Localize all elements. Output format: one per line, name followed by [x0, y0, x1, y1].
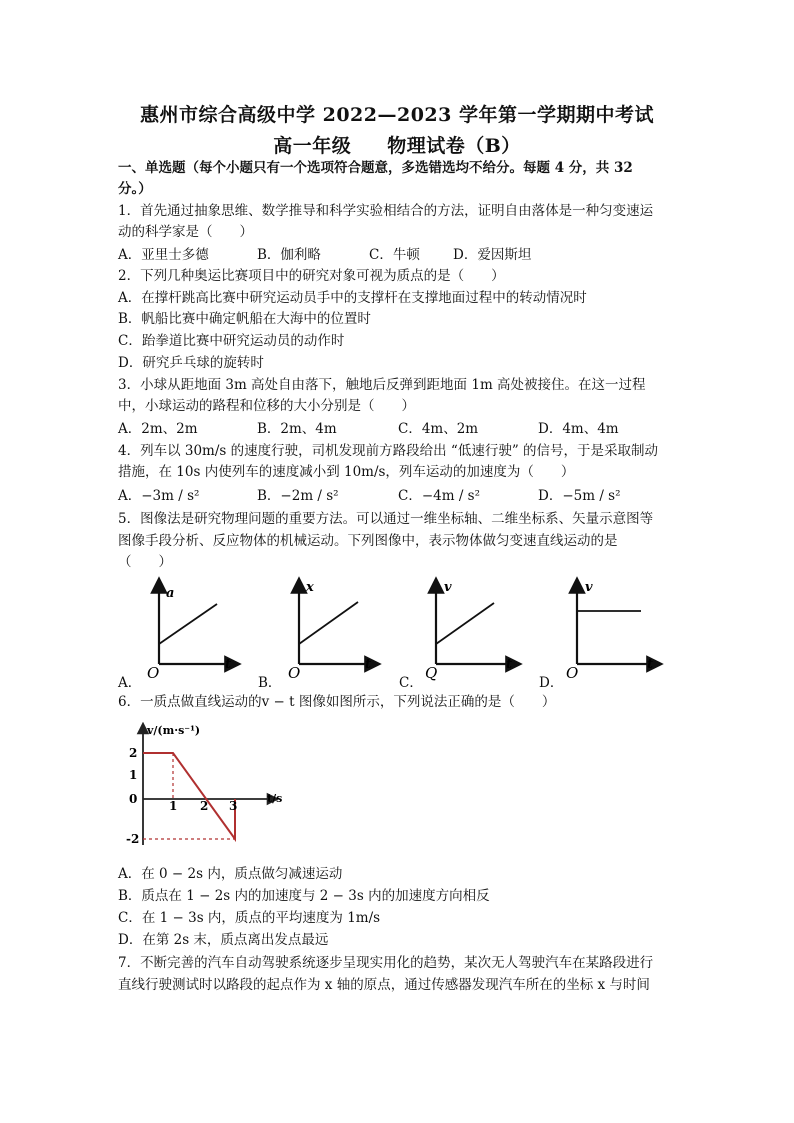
q6-xtick-1: 1 — [169, 799, 178, 813]
graph-a-ylabel: a — [166, 586, 175, 601]
graph-d-xlabel: t — [647, 657, 654, 672]
q6-vt-graph — [125, 722, 295, 852]
q6-ytick-0: 0 — [129, 792, 138, 806]
q2-option-d: D．研究乒乓球的旋转时 — [118, 355, 264, 371]
q7-stem-line2: 直线行驶测试时以路段的起点作为 x 轴的原点，通过传感器发现汽车所在的坐标 x 与时间 — [118, 977, 650, 993]
q3-option-a: A．2m、2m — [118, 421, 198, 437]
graph-c-letter: C． — [399, 675, 423, 691]
q4-option-c: C．−4m / s² — [398, 488, 481, 504]
q2-stem: 2．下列几种奥运比赛项目中的研究对象可视为质点的是（ ） — [118, 268, 505, 284]
q2-option-b: B．帆船比赛中确定帆船在大海中的位置时 — [118, 311, 371, 327]
graph-c-origin: Q — [425, 664, 438, 682]
graph-d-ylabel: v — [585, 580, 593, 595]
graph-b-letter: B． — [258, 675, 282, 691]
q1-option-d: D．爱因斯坦 — [453, 247, 532, 263]
q7-stem-line1: 7．不断完善的汽车自动驾驶系统逐步呈现实用化的趋势，某次无人驾驶汽车在某路段进行 — [118, 955, 654, 971]
subtitle-paper: 物理试卷（B） — [387, 135, 521, 157]
graph-b-line — [299, 602, 358, 644]
graph-a-xlabel: t — [225, 657, 232, 672]
q4-option-a: A．−3m / s² — [118, 488, 200, 504]
exam-title: 惠州市综合高级中学 2022—2023 学年第一学期期中考试 — [140, 104, 654, 126]
q6-option-b: B．质点在 1 − 2s 内的加速度与 2 − 3s 内的加速度方向相反 — [118, 888, 490, 904]
q6-xtick-3: 3 — [229, 799, 238, 813]
q1-stem-line1: 1．首先通过抽象思维、数学推导和科学实验相结合的方法，证明自由落体是一种匀变速运 — [118, 203, 654, 219]
q6-xlabel: t/s — [267, 792, 283, 805]
q3-stem-line1: 3．小球从距地面 3m 高处自由落下，触地后反弹到距地面 1m 高处被接住。在这一过程 — [118, 377, 646, 393]
q5-stem-line3: （ ） — [118, 554, 172, 570]
q1-option-c: C．牛顿 — [369, 247, 420, 263]
q2-option-c: C．跆拳道比赛中研究运动员的动作时 — [118, 333, 345, 349]
q6-ytick-m2: -2 — [126, 832, 140, 846]
q4-option-d: D．−5m / s² — [538, 488, 621, 504]
graph-a-line — [159, 604, 217, 644]
q3-option-d: D．4m、4m — [538, 421, 619, 437]
graph-d — [566, 580, 655, 682]
graph-a-origin: O — [147, 664, 160, 682]
q4-option-b: B．−2m / s² — [257, 488, 339, 504]
q5-stem-line2: 图像手段分析、反应物体的机械运动。下列图像中，表示物体做匀变速直线运动的是 — [118, 533, 618, 549]
graph-b-xlabel: t — [365, 657, 372, 672]
q1-option-a: A．亚里士多德 — [118, 247, 209, 263]
graph-c — [425, 580, 514, 682]
q6-stem: 6．一质点做直线运动的v − t 图像如图所示，下列说法正确的是（ ） — [118, 694, 556, 710]
graph-d-origin: O — [566, 664, 579, 682]
q2-option-a: A．在撑杆跳高比赛中研究运动员手中的支撑杆在支撑地面过程中的转动情况时 — [118, 290, 587, 306]
graph-c-ylabel: v — [444, 580, 452, 595]
graph-b — [288, 580, 373, 682]
section-heading-line1: 一、单选题（每个小题只有一个选项符合题意，多选错选均不给分。每题 4 分，共 32 — [118, 160, 633, 176]
q6-xtick-2: 2 — [200, 799, 209, 813]
q6-vt-line — [143, 753, 238, 839]
graph-b-origin: O — [288, 664, 301, 682]
section-heading-line2: 分。） — [118, 181, 152, 197]
subtitle-grade: 高一年级 — [273, 135, 352, 157]
q4-stem-line1: 4．列车以 30m/s 的速度行驶，司机发现前方路段给出 “低速行驶” 的信号，于是采取制动 — [118, 443, 659, 459]
q6-option-c: C．在 1 − 3s 内，质点的平均速度为 1m/s — [118, 910, 381, 926]
q1-option-b: B．伽利略 — [257, 247, 321, 263]
q3-option-b: B．2m、4m — [257, 421, 337, 437]
q5-stem-line1: 5．图像法是研究物理问题的重要方法。可以通过一维坐标轴、二维坐标系、矢量示意图等 — [118, 511, 654, 527]
q6-option-a: A．在 0 − 2s 内，质点做匀减速运动 — [118, 866, 343, 882]
graph-c-xlabel: t — [506, 657, 513, 672]
q6-ytick-1: 1 — [129, 768, 138, 782]
q1-stem-line2: 动的科学家是（ ） — [118, 224, 253, 240]
graph-a-letter: A． — [118, 675, 142, 691]
graph-c-line — [436, 603, 494, 644]
graph-b-ylabel: x — [306, 580, 314, 595]
q6-option-d: D．在第 2s 末，质点离出发点最远 — [118, 932, 329, 948]
q4-stem-line2: 措施，在 10s 内使列车的速度减小到 10m/s，列车运动的加速度为（ ） — [118, 464, 575, 480]
q3-stem-line2: 中，小球运动的路程和位移的大小分别是（ ） — [118, 398, 415, 414]
q6-ytick-2: 2 — [129, 746, 138, 760]
q3-option-c: C．4m、2m — [398, 421, 479, 437]
q6-ylabel: v/(m·s⁻¹) — [147, 724, 201, 737]
graph-a — [147, 585, 233, 682]
graph-d-letter: D． — [539, 675, 564, 691]
